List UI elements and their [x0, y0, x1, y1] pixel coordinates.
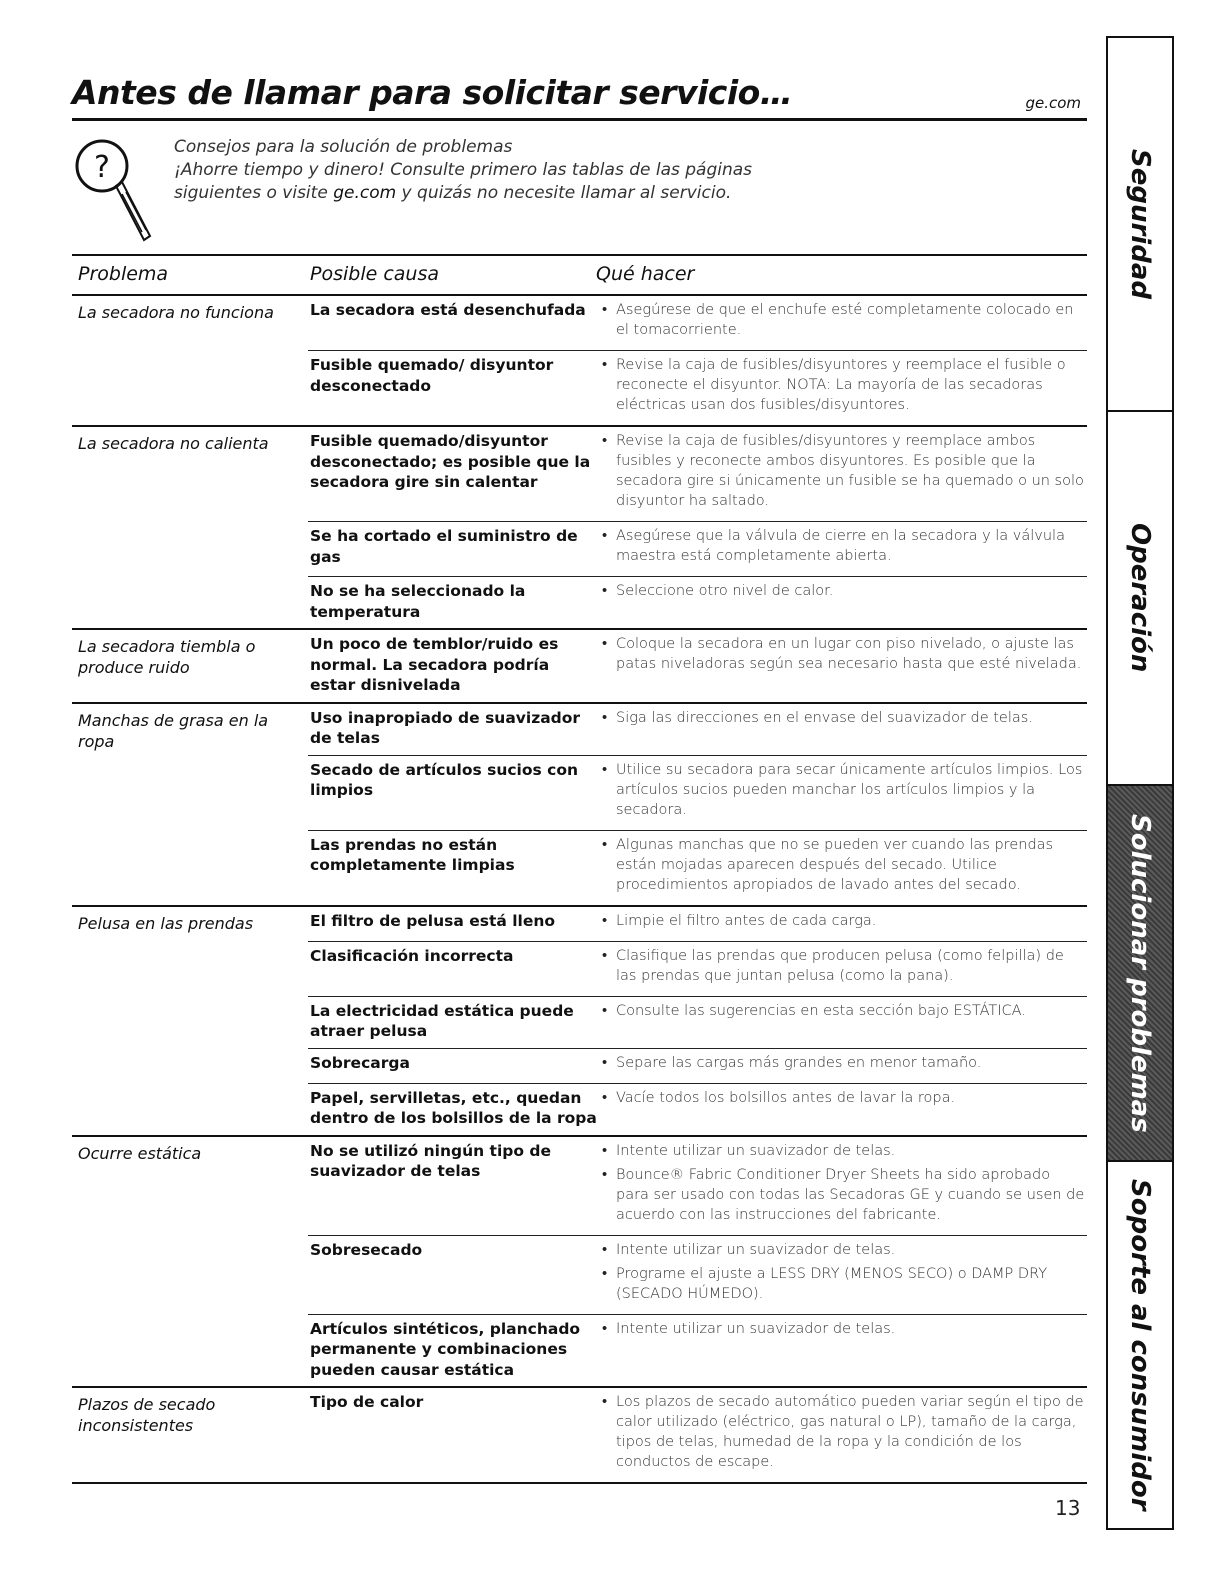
problem-group — [72, 1388, 1087, 1484]
intro-line — [174, 182, 752, 205]
sidebar-tab-seguridad[interactable] — [1108, 38, 1172, 412]
intro-text — [174, 136, 752, 205]
sidebar-tab-label: Operación — [1125, 523, 1155, 673]
fix-item: • Asegúrese que la válvula de cierre en la secadora y la válvula maestra está completamente abierta. — [598, 526, 1087, 566]
problem-label: Pelusa en las prendas — [78, 913, 254, 933]
cause-text: Tipo de calor — [310, 1393, 424, 1411]
table-row — [308, 1137, 1087, 1236]
table-row — [308, 1315, 1087, 1387]
table-row — [308, 351, 1087, 425]
problem-label: La secadora no calienta — [78, 434, 269, 453]
fix-list — [598, 431, 1087, 515]
title-row — [72, 74, 1087, 121]
fix-list — [598, 634, 1087, 696]
question-magnifier-icon — [72, 136, 152, 246]
table-row — [308, 1236, 1087, 1315]
problem-label: Ocurre estática — [78, 1143, 202, 1163]
table-row — [308, 704, 1087, 756]
cause-text: Las prendas no están completamente limpias — [310, 835, 515, 874]
cause-text: Uso inapropiado de suavizador de telas — [310, 708, 581, 747]
table-row — [308, 296, 1087, 351]
fix-item: • Intente utilizar un suavizador de telas. — [598, 1141, 1087, 1161]
sidebar-tab-label: Seguridad — [1125, 149, 1155, 299]
fix-list — [598, 1392, 1087, 1476]
fix-item: • Separe las cargas más grandes en menor tamaño. — [598, 1053, 1087, 1073]
problem-label: La secadora tiembla o produce ruido — [78, 637, 256, 677]
ge-link[interactable]: ge.com — [333, 183, 397, 203]
table-row — [308, 630, 1087, 702]
intro-section — [72, 136, 1087, 246]
intro-text-part: y quizás no necesite llamar al servicio. — [396, 183, 732, 203]
fix-list — [598, 946, 1087, 990]
table-row — [308, 756, 1087, 831]
sidebar-tab-solucionar-problemas[interactable] — [1108, 786, 1172, 1162]
intro-line: ¡Ahorre tiempo y dinero! Consulte primero las tablas de las páginas — [174, 160, 753, 180]
intro-heading: Consejos para la solución de problemas — [174, 137, 513, 157]
cause-text: Artículos sintéticos, planchado permanente y combinaciones pueden causar estática — [310, 1319, 581, 1379]
fix-list — [598, 835, 1087, 899]
fix-item: • Intente utilizar un suavizador de telas. — [598, 1319, 1087, 1339]
cause-text: Secado de artículos sucios con limpios — [310, 760, 579, 799]
fix-item: • Bounce® Fabric Conditioner Dryer Sheets ha sido aprobado para ser usado con todas las Secadoras GE y cuando se usen de acuerdo con las instrucciones del fabricante. — [598, 1165, 1087, 1225]
cause-text: No se utilizó ningún tipo de suavizador de telas — [310, 1141, 552, 1180]
fix-item: • Siga las direcciones en el envase del suavizador de telas. — [598, 708, 1087, 728]
fix-list — [598, 355, 1087, 419]
table-row — [308, 522, 1087, 577]
site-url: ge.com — [1025, 94, 1081, 112]
page-title: Antes de llamar para solicitar servicio… — [72, 73, 793, 112]
cause-text: Un poco de temblor/ruido es normal. La secadora podría estar disnivelada — [310, 635, 559, 694]
fix-item: • Vacíe todos los bolsillos antes de lavar la ropa. — [598, 1088, 1087, 1108]
fix-item: • Clasifique las prendas que producen pelusa (como felpilla) de las prendas que juntan pelusa (como la pana). — [598, 946, 1087, 986]
table-row — [308, 427, 1087, 522]
fix-item: • Los plazos de secado automático pueden variar según el tipo de calor utilizado (eléctrico, gas natural o LP), tamaño de la carga, tipos de telas, humedad de la ropa y la condición de los conductos de escape. — [598, 1392, 1087, 1472]
intro-text-part: siguientes o visite — [174, 183, 334, 203]
fix-list — [598, 760, 1087, 824]
svg-text:?: ? — [94, 150, 110, 185]
troubleshooting-table — [72, 254, 1087, 1484]
fix-list — [598, 300, 1087, 344]
cause-text: Se ha cortado el suministro de gas — [310, 527, 578, 566]
table-row — [308, 1084, 1087, 1135]
column-header-action: Qué hacer — [596, 263, 695, 285]
table-row — [308, 1049, 1087, 1084]
problem-group — [72, 704, 1087, 907]
table-row — [308, 1388, 1087, 1482]
sidebar-tab-label: Soporte al consumidor — [1125, 1179, 1155, 1511]
fix-item: • Algunas manchas que no se pueden ver cuando las prendas están mojadas aparecen después del secado. Utilice procedimientos apropiados de lavado antes del secado. — [598, 835, 1087, 895]
cause-text: El filtro de pelusa está lleno — [310, 911, 556, 930]
table-header — [72, 254, 1087, 296]
fix-item: • Seleccione otro nivel de calor. — [598, 581, 1087, 601]
fix-item: • Consulte las sugerencias en esta sección bajo ESTÁTICA. — [598, 1001, 1087, 1021]
fix-item: • Utilice su secadora para secar únicamente artículos limpios. Los artículos sucios pueden manchar los artículos limpios y la secadora. — [598, 760, 1087, 820]
fix-item: • Coloque la secadora en un lugar con piso nivelado, o ajuste las patas niveladoras según sea necesario hasta que esté nivelada. — [598, 634, 1087, 674]
problem-group — [72, 427, 1087, 630]
cause-text: Sobresecado — [310, 1240, 423, 1259]
cause-text: Fusible quemado/disyuntor desconectado; es posible que la secadora gire sin calentar — [310, 432, 591, 491]
fix-list — [598, 708, 1087, 749]
fix-list — [598, 1141, 1087, 1229]
table-row — [308, 997, 1087, 1049]
problem-group — [72, 630, 1087, 704]
fix-list — [598, 526, 1087, 570]
sidebar-tab-label: Solucionar problemas — [1125, 813, 1155, 1133]
fix-item: • Revise la caja de fusibles/disyuntores y reemplace el fusible o reconecte el disyuntor. NOTA: La mayoría de las secadoras eléctricas usan dos fusibles/disyuntores. — [598, 355, 1087, 415]
fix-item: • Intente utilizar un suavizador de telas. — [598, 1240, 1087, 1260]
fix-list — [598, 911, 1087, 935]
fix-list — [598, 1319, 1087, 1381]
column-header-problem: Problema — [78, 263, 169, 285]
fix-list — [598, 1240, 1087, 1308]
fix-item: • Programe el ajuste a LESS DRY (MENOS SECO) o DAMP DRY (SECADO HÚMEDO). — [598, 1264, 1087, 1304]
fix-item: • Revise la caja de fusibles/disyuntores y reemplace ambos fusibles y reconecte ambos disyuntores. Es posible que la secadora gire si únicamente un fusible se ha quemado o un solo disyuntor ha saltado. — [598, 431, 1087, 511]
problem-label: La secadora no funciona — [78, 303, 274, 322]
cause-text: La secadora está desenchufada — [310, 301, 586, 319]
cause-text: Sobrecarga — [310, 1053, 410, 1072]
cause-text: Fusible quemado/ disyuntor desconectado — [310, 356, 554, 395]
cause-text: La electricidad estática puede atraer pelusa — [310, 1001, 574, 1040]
problem-group — [72, 907, 1087, 1137]
cause-text: Papel, servilletas, etc., quedan dentro de los bolsillos de la ropa — [310, 1088, 597, 1127]
problem-label: Manchas de grasa en la ropa — [78, 710, 269, 751]
fix-list — [598, 581, 1087, 622]
cause-text: No se ha seleccionado la temperatura — [310, 582, 526, 621]
problem-group — [72, 296, 1087, 427]
sidebar-tab-operacion[interactable] — [1108, 412, 1172, 786]
problem-group — [72, 1137, 1087, 1389]
table-row — [308, 907, 1087, 942]
section-sidebar — [1106, 36, 1174, 1530]
fix-list — [598, 1088, 1087, 1129]
sidebar-tab-soporte[interactable] — [1108, 1162, 1172, 1528]
fix-list — [598, 1053, 1087, 1077]
fix-list — [598, 1001, 1087, 1042]
page-number: 13 — [1055, 1496, 1081, 1520]
fix-item: • Limpie el filtro antes de cada carga. — [598, 911, 1087, 931]
table-row — [308, 577, 1087, 628]
fix-item: • Asegúrese de que el enchufe esté completamente colocado en el tomacorriente. — [598, 300, 1087, 340]
table-row — [308, 831, 1087, 905]
cause-text: Clasificación incorrecta — [310, 946, 514, 965]
problem-label: Plazos de secado inconsistentes — [78, 1395, 216, 1435]
table-row — [308, 942, 1087, 997]
column-header-cause: Posible causa — [310, 263, 440, 285]
